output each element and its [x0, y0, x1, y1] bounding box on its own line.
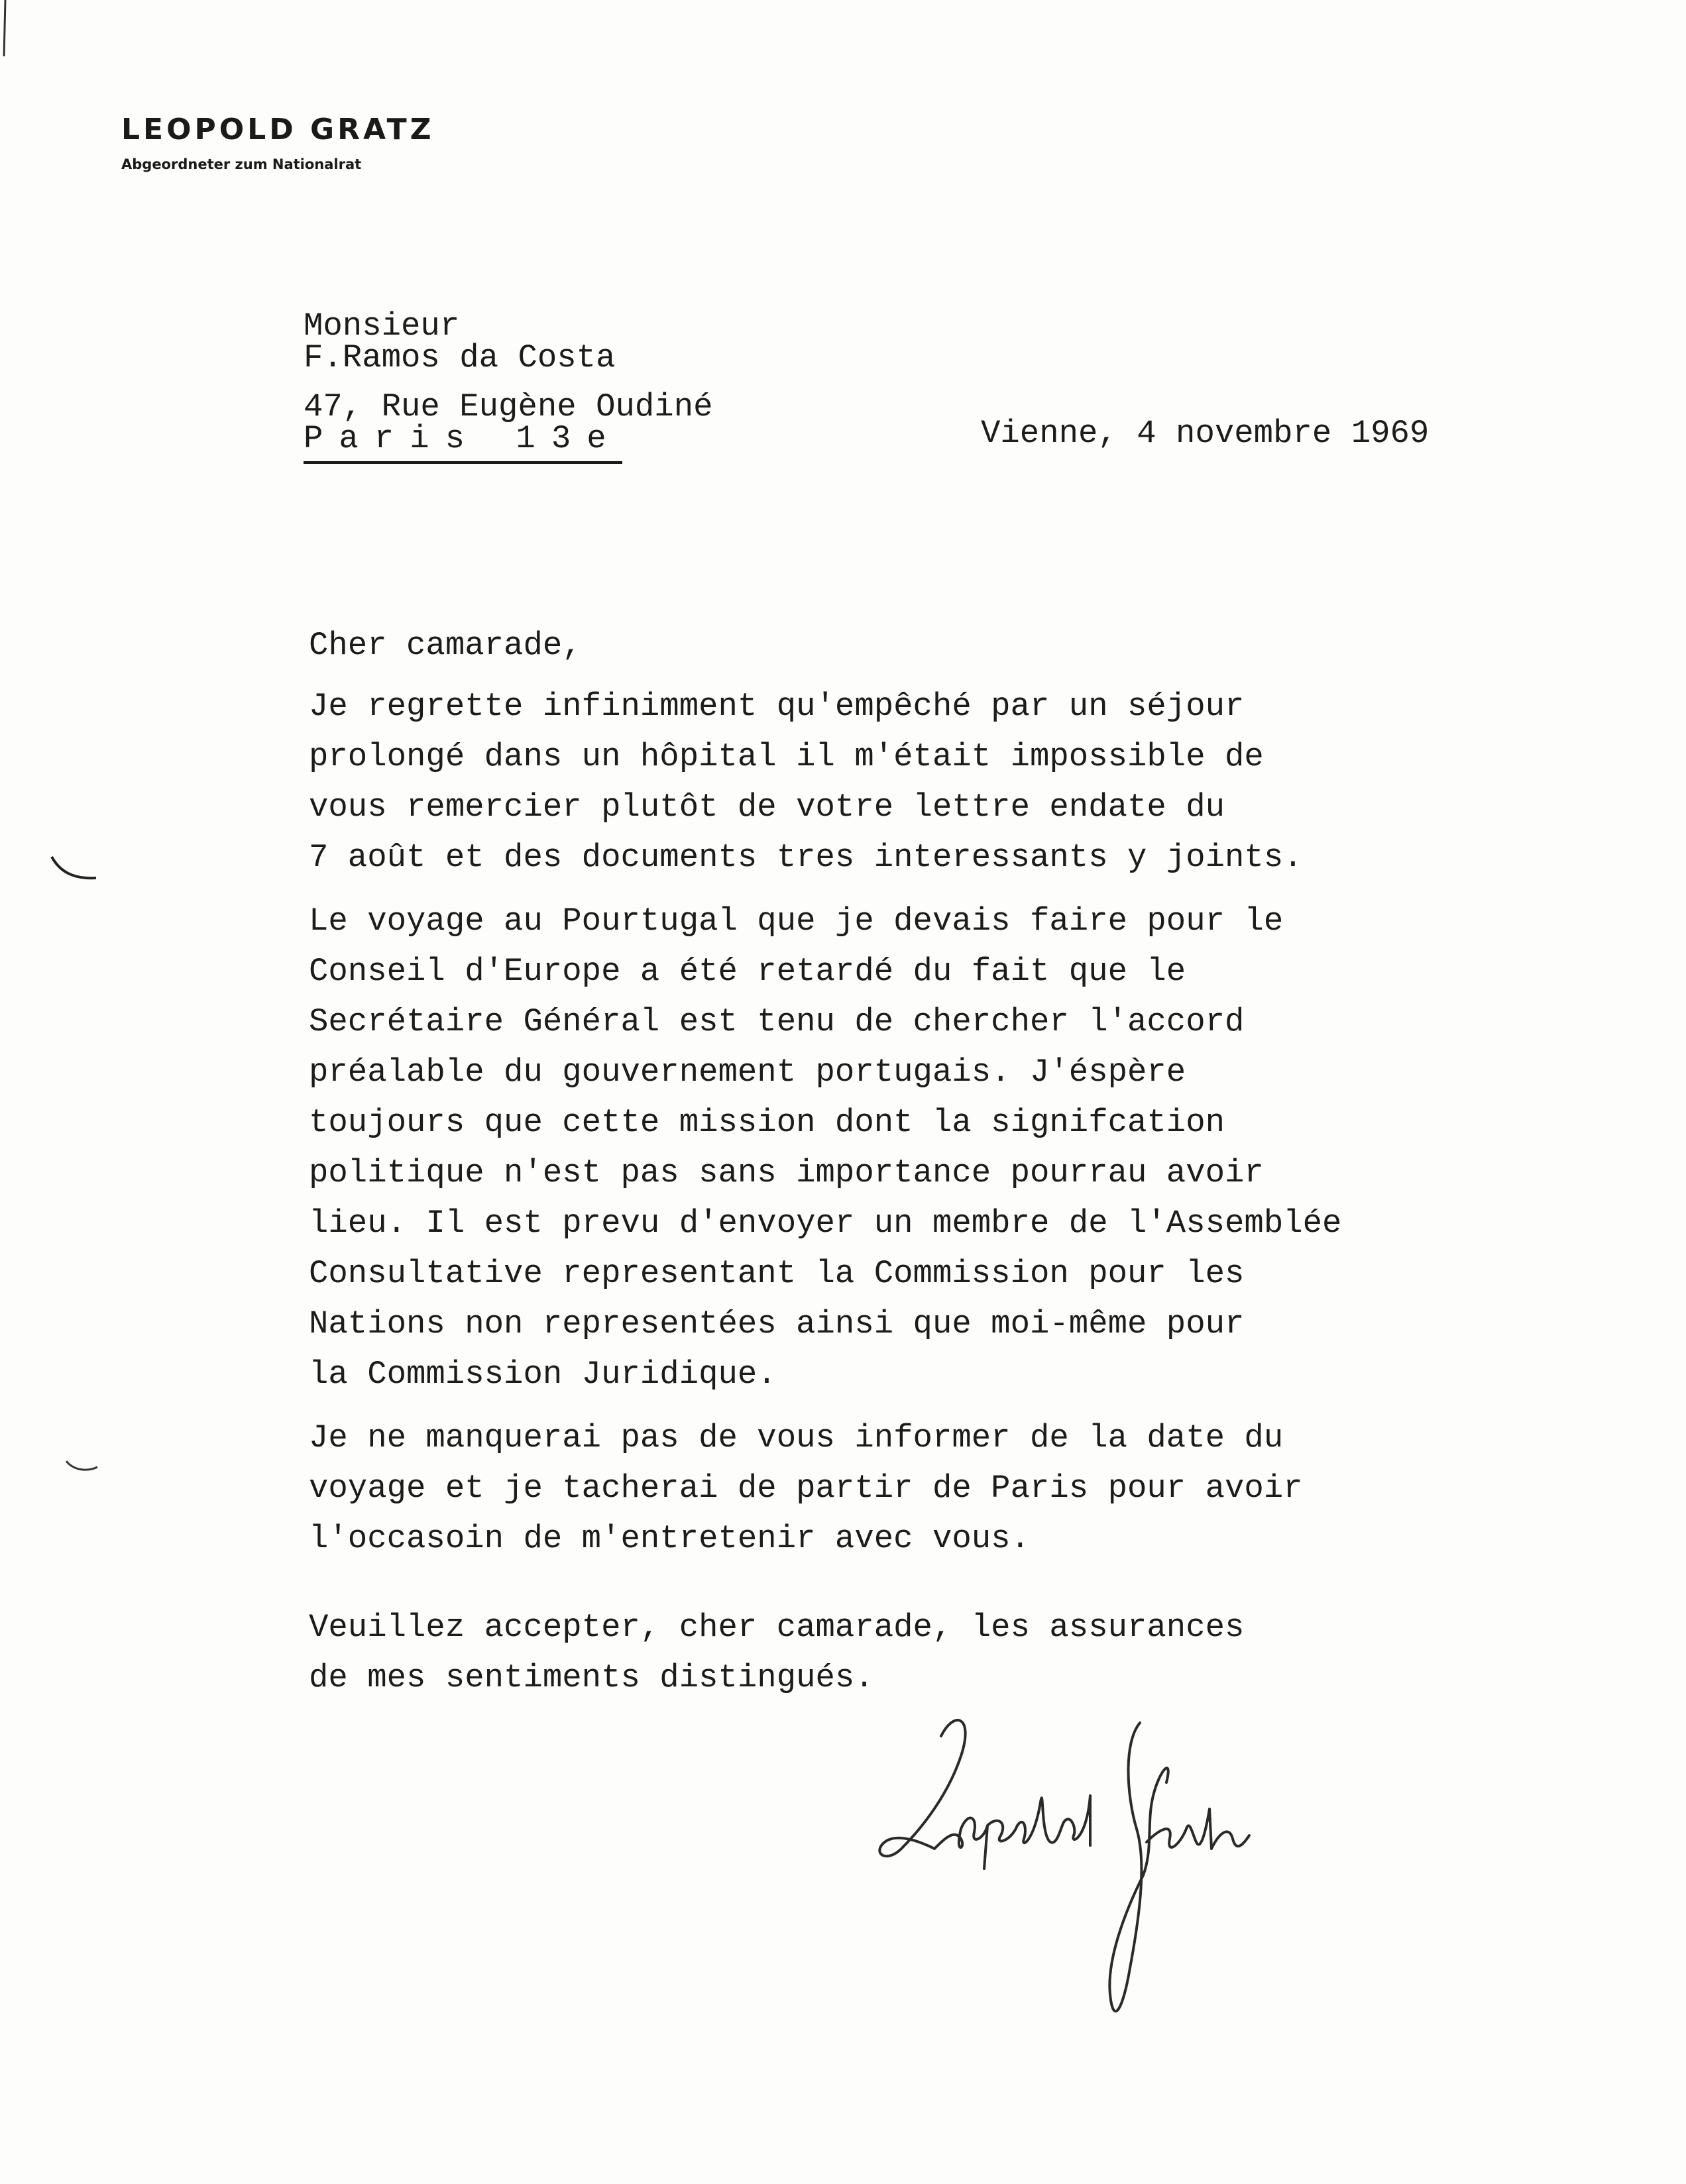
paragraph-line: toujours que cette mission dont la signifcation — [309, 1104, 1225, 1141]
recipient-street: 47, Rue Eugène Oudiné — [304, 388, 713, 425]
paragraph-line: Consultative representant la Commission pour les — [309, 1255, 1245, 1292]
paragraph-line: Veuillez accepter, cher camarade, les assurances — [309, 1609, 1245, 1646]
greeting: Cher camarade, — [309, 627, 582, 664]
letterhead-name: LEOPOLD GRATZ — [121, 113, 435, 146]
closing-paragraph — [309, 1602, 1402, 1703]
paragraph-line: lieu. Il est prevu d'envoyer un membre de l'Assemblée — [309, 1205, 1342, 1242]
recipient-city: Paris 13e — [304, 420, 622, 464]
paragraph-3 — [309, 1413, 1402, 1564]
paragraph-line: voyage et je tacherai de partir de Paris pour avoir — [309, 1470, 1303, 1507]
recipient-salutation-line: Monsieur — [304, 307, 460, 345]
letterhead-title: Abgeordneter zum Nationalrat — [121, 156, 362, 172]
paragraph-line: vous remercier plutôt de votre lettre endate du — [309, 789, 1225, 826]
scan-edge-icon — [0, 0, 13, 60]
paragraph-line: l'occasoin de m'entretenir avec vous. — [309, 1520, 1030, 1557]
paragraph-line: prolongé dans un hôpital il m'était impossible de — [309, 738, 1264, 775]
paragraph-line: politique n'est pas sans importance pourrau avoir — [309, 1154, 1264, 1191]
letter-date: Vienne, 4 novembre 1969 — [981, 415, 1430, 452]
scan-mark-icon — [63, 1458, 103, 1478]
paragraph-2 — [309, 896, 1402, 1399]
paragraph-line: Je ne manquerai pas de vous informer de la date du — [309, 1419, 1284, 1456]
signature-icon — [862, 1696, 1272, 2041]
paragraph-line: Je regrette infinimment qu'empêché par un séjour — [309, 688, 1245, 725]
paragraph-line: 7 août et des documents tres interessants y joints. — [309, 839, 1303, 876]
paragraph-line: de mes sentiments distingués. — [309, 1659, 874, 1696]
paragraph-line: Nations non representées ainsi que moi-même pour — [309, 1305, 1245, 1342]
paragraph-line: préalable du gouvernement portugais. J'éspère — [309, 1054, 1186, 1091]
recipient-name: F.Ramos da Costa — [304, 339, 616, 376]
scan-mark-icon — [46, 851, 106, 891]
paragraph-line: la Commission Juridique. — [309, 1356, 777, 1393]
paragraph-1 — [309, 681, 1402, 883]
paragraph-line: Conseil d'Europe a été retardé du fait que le — [309, 953, 1186, 990]
paragraph-line: Le voyage au Pourtugal que je devais faire pour le — [309, 902, 1284, 940]
paragraph-line: Secrétaire Général est tenu de chercher l'accord — [309, 1003, 1245, 1040]
